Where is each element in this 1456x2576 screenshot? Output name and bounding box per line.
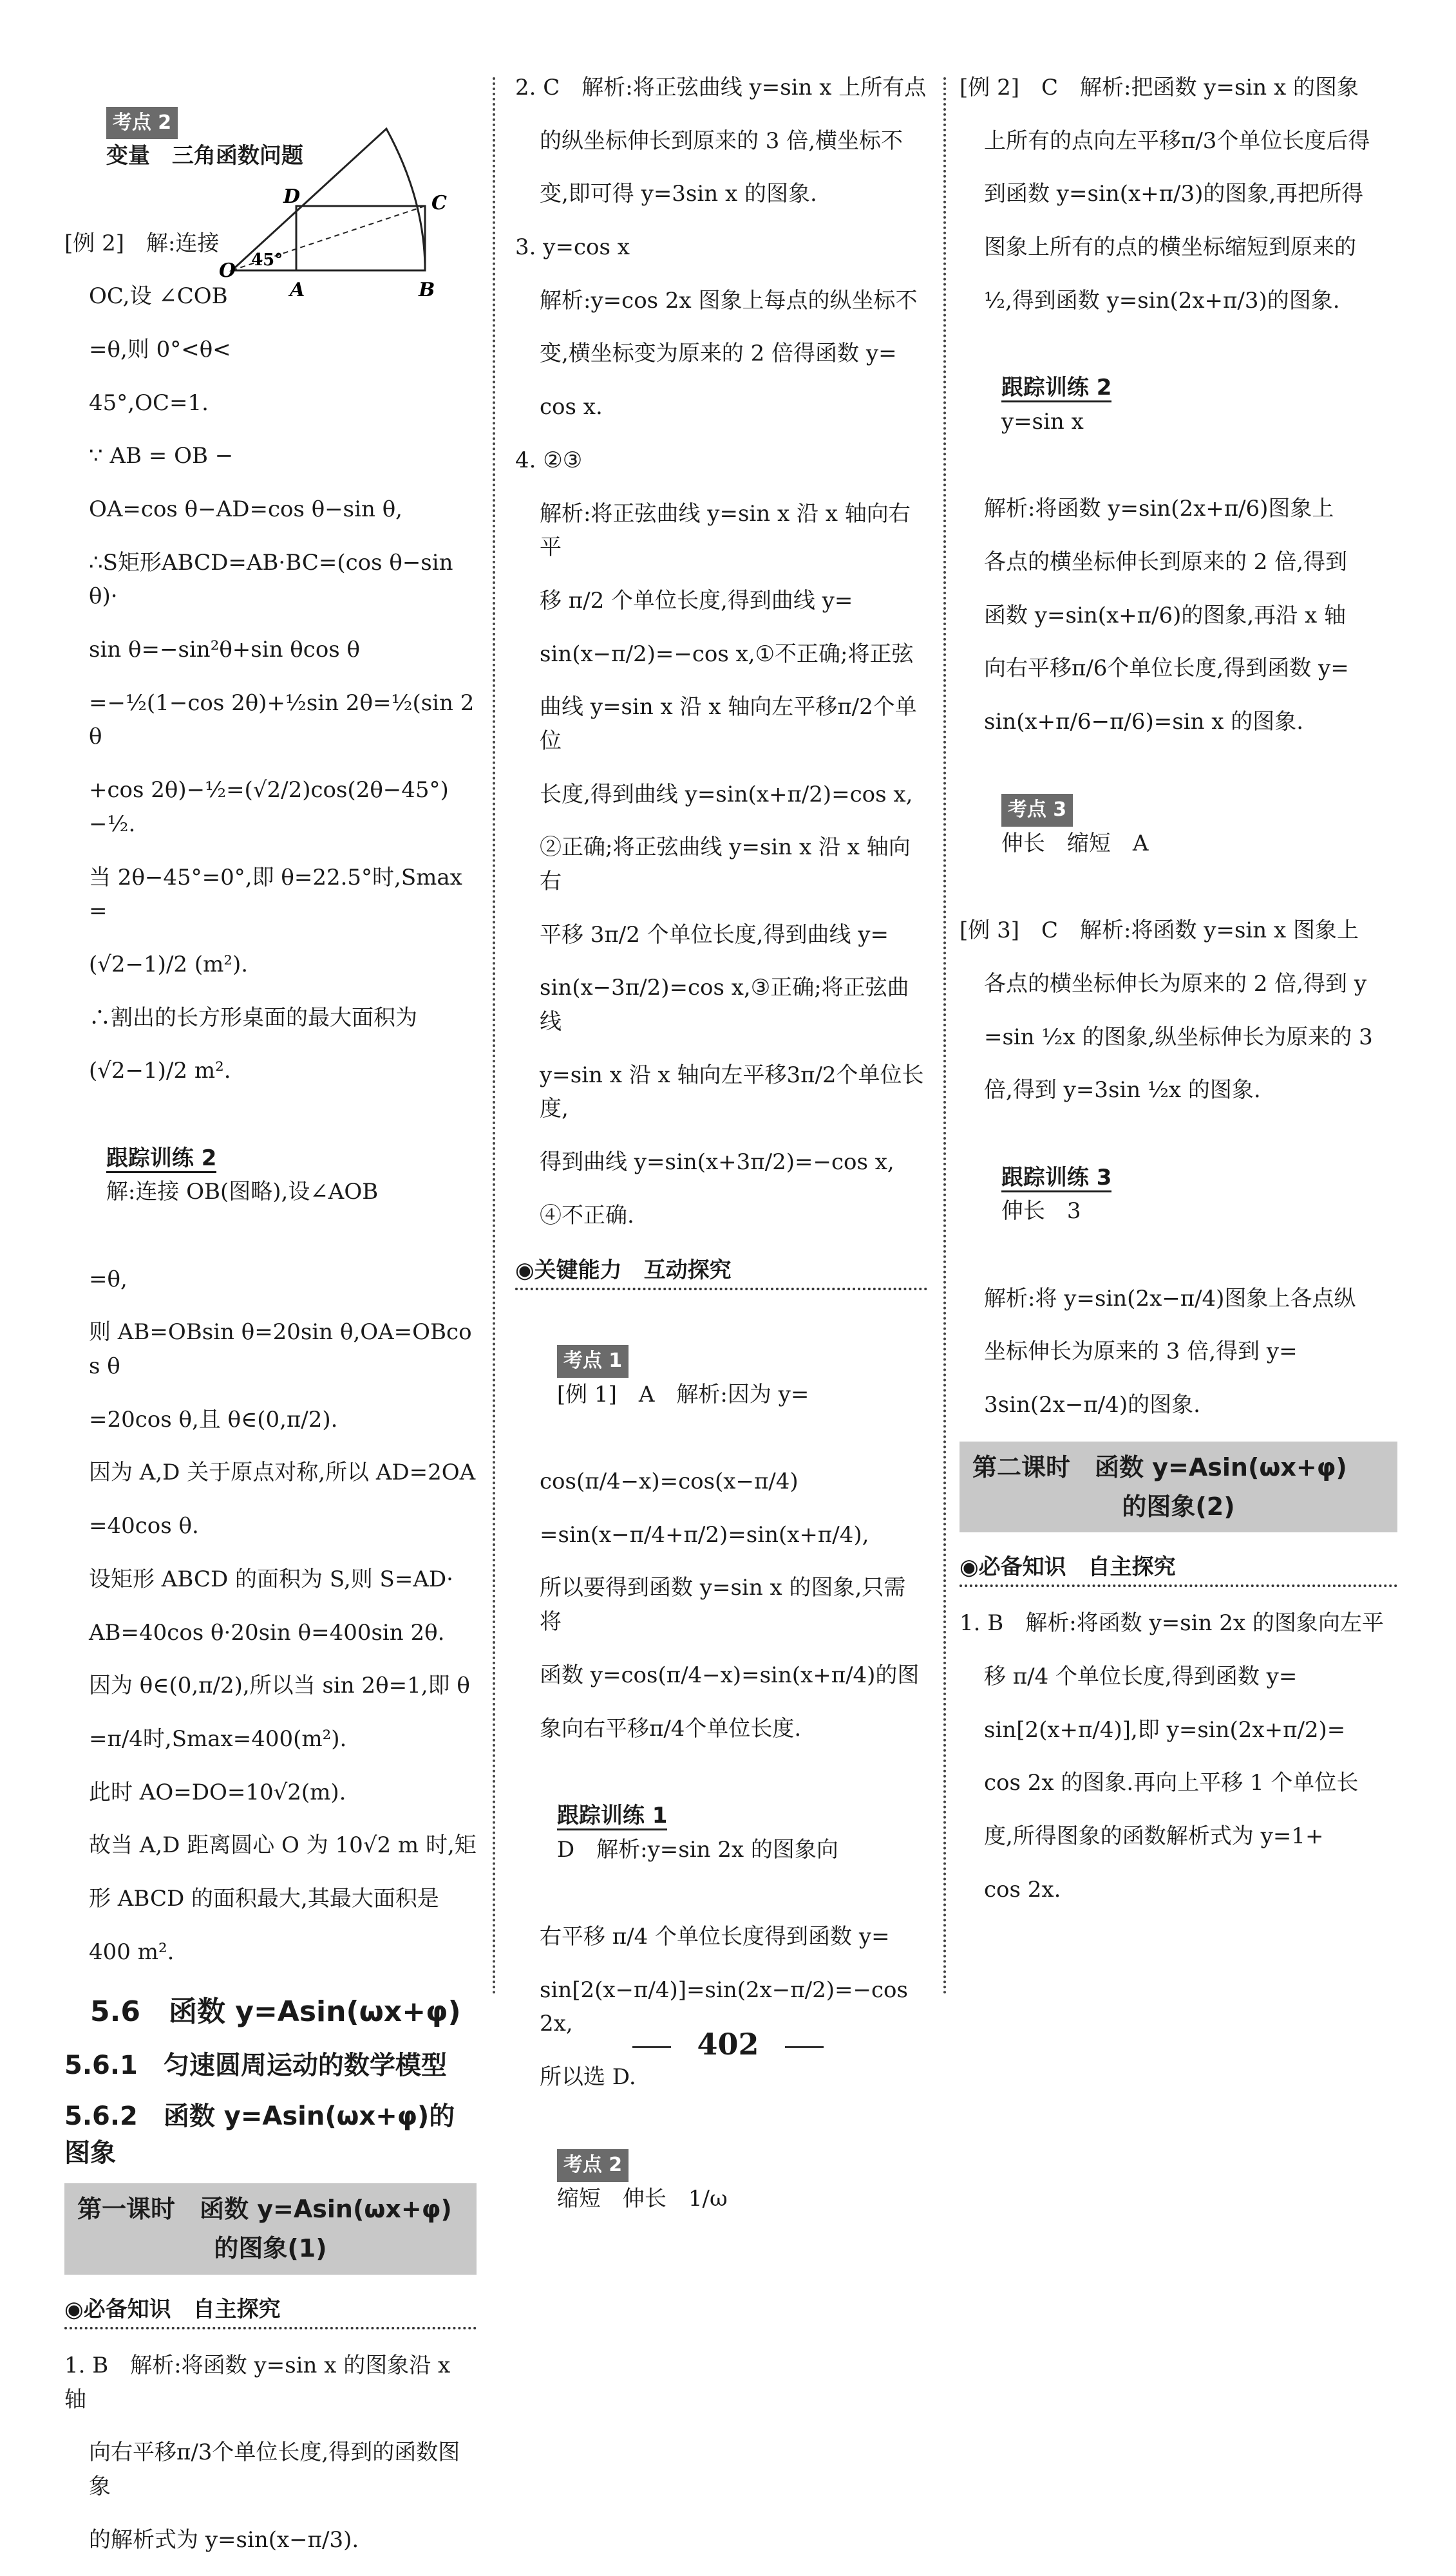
lesson-title-line2: 的图象(2) (1122, 1492, 1235, 1521)
answer-line: ④不正确. (540, 1202, 634, 1228)
kaodian-tag: 考点 3 (1001, 794, 1073, 827)
answer-line: 移 π/2 个单位长度,得到曲线 y= (540, 587, 853, 614)
example-text: [例 1] A 解析:因为 y= (556, 1381, 809, 1407)
answer-line: 4. ②③ (515, 447, 583, 473)
example-line: ∵ AB = OB − (89, 443, 234, 469)
track-line: =20cos θ,且 θ∈(0,π/2). (89, 1406, 338, 1433)
example-line: [例 2] 解:连接 (64, 230, 220, 256)
answer-line: 1. B 解析:将函数 y=sin 2x 的图象向左平 (960, 1610, 1384, 1637)
track-label: 跟踪训练 2 (1001, 375, 1112, 402)
answer-line: sin[2(x+π/4)],即 y=sin(2x+π/2)= (984, 1716, 1346, 1743)
example-line: 45°,OC=1. (89, 390, 209, 416)
track-line: 各点的横坐标伸长到原来的 2 倍,得到 (984, 549, 1348, 575)
track-line: =π/4时,Smax=400(m²). (89, 1725, 347, 1752)
kaodian-1-first-line (515, 1310, 927, 1446)
page-number: 402 (697, 2027, 759, 2062)
section-bar: ◉必备知识 自主探究 (960, 1549, 1397, 1587)
example-line: ½,得到函数 y=sin(2x+π/3)的图象. (984, 287, 1340, 314)
track-line: AB=40cos θ·20sin θ=400sin 2θ. (89, 1619, 445, 1646)
track-line: 因为 θ∈(0,π/2),所以当 sin 2θ=1,即 θ (89, 1673, 470, 1699)
lesson-title-line1: 第一课时 函数 y=Asin(ωx+φ) (77, 2195, 452, 2224)
example-line: =sin(x−π/4+π/2)=sin(x+π/4), (540, 1521, 869, 1548)
example-line: cos(π/4−x)=cos(x−π/4) (540, 1469, 799, 1495)
column-2 (515, 71, 927, 2269)
answer-line: 1. B 解析:将函数 y=sin x 的图象沿 x 轴 (64, 2352, 457, 2412)
answer-line: 度,所得图象的函数解析式为 y=1+ (984, 1823, 1324, 1850)
track-text: D 解析:y=sin 2x 的图象向 (556, 1836, 838, 1863)
example-line: (√2−1)/2 m². (89, 1058, 231, 1084)
column-3 (960, 71, 1397, 1926)
column-divider (943, 77, 946, 1996)
answer-line: sin(x−π/2)=−cos x,①不正确;将正弦 (540, 641, 914, 667)
track-line: =40cos θ. (89, 1513, 199, 1539)
track-2-heading (960, 337, 1397, 473)
geometry-figure (219, 116, 477, 309)
kaodian-2-line (515, 2114, 927, 2250)
lesson-title-line1: 第二课时 函数 y=Asin(ωx+φ) (972, 1453, 1347, 1481)
page-number-footer (0, 2027, 1456, 2062)
kaodian-text: 伸长 缩短 A (1001, 830, 1149, 856)
section-bar: ◉关键能力 互动探究 (515, 1252, 927, 1290)
example-line: 倍,得到 y=3sin ½x 的图象. (984, 1077, 1261, 1104)
label-c: C (431, 192, 447, 214)
answer-line: 得到曲线 y=sin(x+3π/2)=−cos x, (540, 1149, 894, 1176)
column-1 (64, 71, 477, 2576)
track-line: 向右平移π/6个单位长度,得到函数 y= (984, 655, 1349, 682)
answer-line: 曲线 y=sin x 沿 x 轴向左平移π/2个单位 (540, 694, 917, 754)
track-text: 解:连接 OB(图略),设∠AOB (106, 1179, 379, 1205)
example-line: (√2−1)/2 (m²). (89, 951, 249, 977)
example-line: [例 3] C 解析:将函数 y=sin x 图象上 (960, 917, 1359, 944)
track-text: 伸长 3 (1001, 1198, 1081, 1225)
answer-line: 3. y=cos x (515, 234, 630, 261)
track-line: 3sin(2x−π/4)的图象. (984, 1392, 1200, 1418)
kaodian-tag: 考点 1 (557, 1345, 629, 1378)
answer-line: cos 2x 的图象.再向上平移 1 个单位长 (984, 1770, 1359, 1796)
answer-line: 解析:将正弦曲线 y=sin x 沿 x 轴向右平 (540, 500, 911, 561)
track-line: 因为 A,D 关于原点对称,所以 AD=2OA (89, 1460, 476, 1486)
example-line: [例 2] C 解析:把函数 y=sin x 的图象 (960, 75, 1359, 100)
lesson-title-line2: 的图象(1) (214, 2234, 327, 2263)
section-bar: ◉必备知识 自主探究 (64, 2291, 477, 2329)
example-line: ∴S矩形ABCD=AB·BC=(cos θ−sin θ)· (89, 549, 460, 610)
column-divider (493, 77, 495, 1996)
label-d: D (283, 185, 301, 208)
answer-line: 的纵坐标伸长到原来的 3 倍,横坐标不 (540, 127, 903, 154)
section-heading-5-6: 5.6 函数 y=Asin(ωx+φ) (90, 1995, 461, 2029)
track-line: sin(x+π/6−π/6)=sin x 的图象. (984, 708, 1304, 735)
track-label: 跟踪训练 1 (557, 1803, 668, 1830)
track-label: 跟踪训练 3 (1001, 1165, 1112, 1192)
example-line: =sin ½x 的图象,纵坐标伸长为原来的 3 (984, 1024, 1373, 1050)
example-line: OA=cos θ−AD=cos θ−sin θ, (89, 496, 402, 522)
example-line: OC,设 ∠COB (89, 283, 228, 310)
footer-dash (632, 2046, 671, 2048)
sector-outline (232, 129, 425, 270)
example-line: 函数 y=cos(π/4−x)=sin(x+π/4)的图 (540, 1662, 920, 1688)
answer-line: 的解析式为 y=sin(x−π/3). (89, 2526, 359, 2553)
track-line: 坐标伸长为原来的 3 倍,得到 y= (984, 1339, 1298, 1365)
track-line: 解析:将 y=sin(2x−π/4)图象上各点纵 (984, 1285, 1356, 1312)
track-line: 此时 AO=DO=10√2(m). (89, 1779, 346, 1805)
track-line: 则 AB=OBsin θ=20sin θ,OA=OBcos θ (89, 1319, 472, 1380)
answer-line: sin(x−3π/2)=cos x,③正确;将正弦曲线 (540, 975, 909, 1035)
example-line: ∴割出的长方形桌面的最大面积为 (89, 1004, 417, 1031)
example-line: 当 2θ−45°=0°,即 θ=22.5°时,Smax= (89, 864, 462, 925)
label-b: B (419, 279, 435, 301)
track-line: =θ, (89, 1266, 128, 1292)
track-line: sin[2(x−π/4)]=sin(2x−π/2)=−cos 2x, (540, 1977, 915, 2037)
answer-line: 长度,得到曲线 y=sin(x+π/2)=cos x, (540, 781, 913, 807)
subsection-heading-5-6-1: 5.6.1 匀速圆周运动的数学模型 (64, 2051, 447, 2081)
rectangle-abcd (296, 206, 425, 270)
track-2-first-line (64, 1107, 477, 1243)
label-o: O (219, 259, 236, 282)
label-angle: 45° (251, 250, 283, 270)
example-line: 象向右平移π/4个单位长度. (540, 1715, 802, 1742)
track-line: 形 ABCD 的面积最大,其最大面积是 (89, 1885, 439, 1912)
answer-line: 变,即可得 y=3sin x 的图象. (540, 181, 817, 207)
subsection-heading-5-6-2: 5.6.2 函数 y=Asin(ωx+φ)的图象 (64, 2101, 455, 2168)
footer-dash (785, 2046, 824, 2048)
example-line: sin θ=−sin²θ+sin θcos θ (89, 637, 361, 663)
track-line: 设矩形 ABCD 的面积为 S,则 S=AD· (89, 1566, 453, 1592)
kaodian-title: 变量 三角函数问题 (106, 143, 303, 169)
kaodian-tag: 考点 2 (106, 107, 178, 140)
answer-line: ②正确;将正弦曲线 y=sin x 沿 x 轴向右 (540, 834, 911, 894)
answer-line: cos x. (540, 394, 603, 420)
answer-line: 移 π/4 个单位长度,得到函数 y= (984, 1664, 1298, 1690)
track-line: 解析:将函数 y=sin(2x+π/6)图象上 (984, 496, 1334, 522)
kaodian-3-line (960, 758, 1397, 895)
answer-line: cos 2x. (984, 1876, 1061, 1903)
track-1-first-line (515, 1765, 927, 1901)
lesson-banner-2 (960, 1442, 1397, 1533)
track-3-heading (960, 1127, 1397, 1263)
lesson-banner-1 (64, 2183, 477, 2275)
track-text: y=sin x (1001, 408, 1084, 435)
example-line: 图象上所有的点的横坐标缩短到原来的 (984, 234, 1356, 261)
track-line: 右平移 π/4 个单位长度得到函数 y= (540, 1923, 890, 1950)
kaodian-tag: 考点 2 (557, 2149, 629, 2182)
answer-line: 平移 3π/2 个单位长度,得到曲线 y= (540, 921, 889, 948)
example-line: =θ,则 0°<θ< (89, 336, 231, 362)
track-line: 函数 y=sin(x+π/6)的图象,再沿 x 轴 (984, 602, 1346, 628)
track-label: 跟踪训练 2 (106, 1145, 217, 1173)
track-line: 所以选 D. (540, 2064, 636, 2090)
example-line: +cos 2θ)−½=(√2/2)cos(2θ−45°)−½. (89, 777, 449, 837)
answer-line: y=sin x 沿 x 轴向左平移3π/2个单位长度, (540, 1062, 924, 1122)
example-line: 到函数 y=sin(x+π/3)的图象,再把所得 (984, 181, 1364, 207)
answer-line: 2. C 解析:将正弦曲线 y=sin x 上所有点 (515, 75, 927, 100)
example-line: =−½(1−cos 2θ)+½sin 2θ=½(sin 2θ (89, 690, 475, 750)
example-line: 所以要得到函数 y=sin x 的图象,只需将 (540, 1575, 906, 1635)
example-line: 各点的横坐标伸长为原来的 2 倍,得到 y (984, 970, 1367, 997)
kaodian-text: 缩短 伸长 1/ω (556, 2185, 728, 2212)
track-line: 400 m². (89, 1939, 175, 1965)
answer-line: 向右平移π/3个单位长度,得到的函数图象 (89, 2440, 460, 2499)
answer-line: 变,横坐标变为原来的 2 倍得函数 y= (540, 341, 897, 367)
answer-line: 解析:y=cos 2x 图象上每点的纵坐标不 (540, 287, 918, 314)
track-line: 故当 A,D 距离圆心 O 为 10√2 m 时,矩 (89, 1832, 477, 1859)
label-a: A (290, 279, 305, 301)
example-line: 上所有的点向左平移π/3个单位长度后得 (984, 127, 1370, 154)
